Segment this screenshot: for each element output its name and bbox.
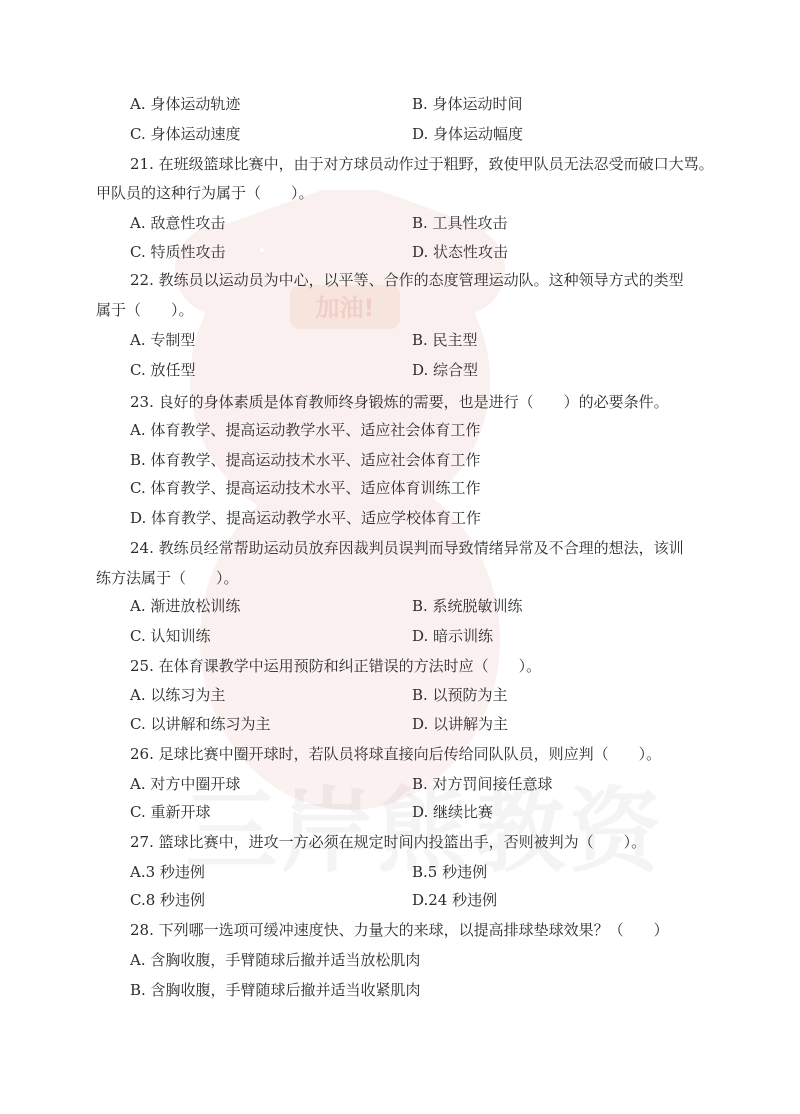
option-text: A. 含胸收腹，手臂随球后撤并适当放松肌肉 — [130, 951, 421, 969]
option-text: C. 重新开球 — [130, 803, 211, 821]
option-text: D. 综合型 — [412, 361, 479, 379]
question-text: 28. 下列哪一选项可缓冲速度快、力量大的来球，以提高排球垫球效果？（ ） — [130, 921, 669, 939]
option-text: A.3 秒违例 — [130, 863, 205, 881]
option-text: A. 敌意性攻击 — [130, 214, 226, 232]
question-text: 27. 篮球比赛中，进攻一方必须在规定时间内投篮出手，否则被判为（ ）。 — [130, 833, 647, 851]
option-text: C.8 秒违例 — [130, 891, 206, 909]
option-text: A. 专制型 — [130, 331, 196, 349]
option-text: B. 工具性攻击 — [412, 214, 508, 232]
option-text: B. 身体运动时间 — [412, 95, 523, 113]
option-text: B.5 秒违例 — [412, 863, 488, 881]
option-text: C. 特质性攻击 — [130, 243, 226, 261]
option-text: A. 渐进放松训练 — [130, 597, 241, 615]
option-text: C. 以讲解和练习为主 — [130, 715, 271, 733]
option-text: D. 继续比赛 — [412, 803, 494, 821]
question-text: 21. 在班级篮球比赛中，由于对方球员动作过于粗野，致使甲队员无法忍受而破口大骂。 — [130, 155, 714, 173]
question-text: 25. 在体育课教学中运用预防和纠正错误的方法时应（ ）。 — [130, 657, 542, 675]
question-text: 22. 教练员以运动员为中心，以平等、合作的态度管理运动队。这种领导方式的类型 — [130, 271, 684, 289]
option-text: D.24 秒违例 — [412, 891, 498, 909]
option-text: D. 状态性攻击 — [412, 243, 509, 261]
option-text: B. 系统脱敏训练 — [412, 597, 523, 615]
option-text: D. 体育教学、提高运动教学水平、适应学校体育工作 — [130, 509, 482, 527]
option-text: B. 对方罚间接任意球 — [412, 775, 553, 793]
question-continuation: 练方法属于（ ）。 — [96, 569, 239, 587]
question-text: 26. 足球比赛中圈开球时，若队员将球直接向后传给同队队员，则应判（ ）。 — [130, 745, 662, 763]
option-text: B. 含胸收腹，手臂随球后撤并适当收紧肌肉 — [130, 981, 421, 999]
option-text: C. 体育教学、提高运动技术水平、适应体育训练工作 — [130, 479, 481, 497]
question-text: 24. 教练员经常帮助运动员放弃因裁判员误判而导致情绪异常及不合理的想法，该训 — [130, 539, 684, 557]
option-text: C. 认知训练 — [130, 627, 211, 645]
option-text: A. 对方中圈开球 — [130, 775, 241, 793]
option-text: C. 身体运动速度 — [130, 125, 241, 143]
option-text: A. 体育教学、提高运动教学水平、适应社会体育工作 — [130, 421, 481, 439]
option-text: D. 暗示训练 — [412, 627, 494, 645]
option-text: D. 身体运动幅度 — [412, 125, 524, 143]
option-text: B. 以预防为主 — [412, 686, 508, 704]
option-text: D. 以讲解为主 — [412, 715, 509, 733]
option-text: A. 以练习为主 — [130, 686, 226, 704]
question-continuation: 甲队员的这种行为属于（ ）。 — [96, 184, 314, 202]
question-text: 23. 良好的身体素质是体育教师终身锻炼的需要，也是进行（ ）的必要条件。 — [130, 393, 669, 411]
watermark-badge-text: 加油! — [315, 294, 375, 322]
option-text: A. 身体运动轨迹 — [130, 95, 241, 113]
question-continuation: 属于（ ）。 — [96, 301, 194, 319]
option-text: B. 体育教学、提高运动技术水平、适应社会体育工作 — [130, 451, 481, 469]
option-text: B. 民主型 — [412, 331, 478, 349]
option-text: C. 放任型 — [130, 361, 196, 379]
